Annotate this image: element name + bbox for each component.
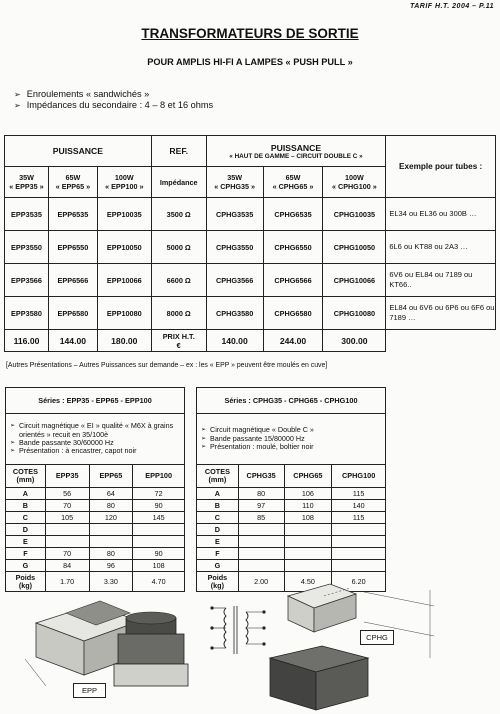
cotes-header bbox=[197, 465, 239, 488]
weight-value: 4.70 bbox=[133, 572, 185, 592]
dimension-value: 96 bbox=[89, 560, 133, 572]
ref-cell: CPHG3566 bbox=[206, 264, 263, 297]
dimension-value: 80 bbox=[89, 548, 133, 560]
dimension-value: 115 bbox=[332, 512, 386, 524]
puissance-header: PUISSANCE bbox=[5, 136, 152, 167]
cphg-label-box: CPHG bbox=[360, 630, 394, 645]
dimension-row bbox=[6, 500, 185, 512]
ref-cell: CPHG10050 bbox=[323, 231, 386, 264]
dimension-value bbox=[332, 548, 386, 560]
price-cell: 244.00 bbox=[263, 330, 323, 352]
dimension-label: G bbox=[197, 560, 239, 572]
col-header-watts: 65W bbox=[285, 173, 301, 182]
dimension-value bbox=[45, 524, 89, 536]
price-currency: € bbox=[176, 340, 181, 350]
dimension-label: C bbox=[6, 512, 46, 524]
col-header-watts: 35W bbox=[19, 173, 34, 182]
price-cell: 144.00 bbox=[48, 330, 97, 352]
epp65-col-header bbox=[48, 167, 97, 198]
dimension-value: 115 bbox=[332, 488, 386, 500]
spec-item: ➢ Présentation : moulé, boltier noir bbox=[201, 443, 381, 451]
dimension-value: 140 bbox=[332, 500, 386, 512]
weight-unit: (kg) bbox=[210, 580, 224, 590]
dimension-value: 80 bbox=[238, 488, 284, 500]
epp100-col-header bbox=[97, 167, 151, 198]
ref-cell: EPP3550 bbox=[5, 231, 49, 264]
table-row bbox=[5, 264, 496, 297]
page-subtitle: POUR AMPLIS HI-FI A LAMPES « PUSH PULL » bbox=[147, 57, 353, 67]
impedance-cell: 8000 Ω bbox=[151, 297, 206, 330]
spec-item: ➢ Circuit magnétique « EI » qualité « M6X à grains orientés » recuit en 35/100è bbox=[10, 422, 180, 439]
group-header-row bbox=[5, 136, 496, 167]
price-cell: 300.00 bbox=[323, 330, 386, 352]
ref-cell: CPHG6566 bbox=[263, 264, 323, 297]
dimension-label: D bbox=[197, 524, 239, 536]
dimension-label: A bbox=[197, 488, 239, 500]
weight-value: 1.70 bbox=[45, 572, 89, 592]
dimension-value: 80 bbox=[89, 500, 133, 512]
ref-cell: CPHG10080 bbox=[323, 297, 386, 330]
dimension-value: 90 bbox=[133, 548, 185, 560]
ref-cell: CPHG10035 bbox=[323, 198, 386, 231]
dimension-row bbox=[197, 524, 386, 536]
dimension-value: 70 bbox=[45, 500, 89, 512]
dimension-value bbox=[332, 536, 386, 548]
dimension-header-row bbox=[197, 465, 386, 488]
dimension-row bbox=[6, 524, 185, 536]
epp-label-box: EPP bbox=[73, 683, 106, 698]
puissance-hg-line1: PUISSANCE bbox=[270, 142, 322, 153]
weight-value: 4.50 bbox=[284, 572, 332, 592]
example-header: Exemple pour tubes : bbox=[386, 136, 496, 198]
ref-cell: CPHG6535 bbox=[263, 198, 323, 231]
dimension-value: 97 bbox=[238, 500, 284, 512]
epp-dimensions-table bbox=[5, 387, 185, 592]
dimension-value bbox=[284, 560, 332, 572]
dimension-label: C bbox=[197, 512, 239, 524]
table-row bbox=[5, 297, 496, 330]
weight-header bbox=[197, 572, 239, 592]
cotes-label: COTES bbox=[204, 467, 230, 476]
dimension-row bbox=[6, 548, 185, 560]
price-cell: 140.00 bbox=[206, 330, 263, 352]
ref-cell: CPHG10066 bbox=[323, 264, 386, 297]
dimension-value bbox=[332, 560, 386, 572]
col-header-model: « EPP100 » bbox=[105, 182, 144, 191]
dimension-row bbox=[197, 500, 386, 512]
cphg-dimensions-table bbox=[196, 387, 386, 592]
model-col-header: CPHG65 bbox=[284, 465, 332, 488]
dimension-row bbox=[197, 488, 386, 500]
puissance-hg-header bbox=[206, 136, 386, 167]
weight-label: Poids bbox=[207, 572, 228, 582]
weight-value: 2.00 bbox=[238, 572, 284, 592]
page-tarif-header: TARIF H.T. 2004 – P.11 bbox=[409, 3, 494, 10]
model-col-header: CPHG35 bbox=[238, 465, 284, 488]
dimension-value: 56 bbox=[45, 488, 89, 500]
model-col-header: CPHG100 bbox=[332, 465, 386, 488]
ref-header: REF. bbox=[151, 136, 206, 167]
dimension-label: A bbox=[6, 488, 46, 500]
impedance-cell: 6600 Ω bbox=[151, 264, 206, 297]
dimension-row bbox=[6, 488, 185, 500]
impedance-cell: 5000 Ω bbox=[151, 231, 206, 264]
dimension-value bbox=[238, 548, 284, 560]
feature-item: ➢ Enroulements « sandwichés » bbox=[14, 89, 213, 100]
cphg35-col-header bbox=[206, 167, 263, 198]
dimension-value: 70 bbox=[45, 548, 89, 560]
weight-value: 6.20 bbox=[332, 572, 386, 592]
dimension-value bbox=[238, 536, 284, 548]
ref-cell: EPP10066 bbox=[97, 264, 151, 297]
table-row bbox=[5, 231, 496, 264]
puissance-hg-line2: « HAUT DE GAMME – CIRCUIT DOUBLE C » bbox=[229, 152, 363, 160]
price-row bbox=[5, 330, 496, 352]
dimension-value: 106 bbox=[284, 488, 332, 500]
col-header-watts: 35W bbox=[227, 173, 242, 182]
dimension-value bbox=[89, 524, 133, 536]
dimension-value: 85 bbox=[238, 512, 284, 524]
dimension-label: F bbox=[6, 548, 46, 560]
reference-table bbox=[4, 135, 496, 352]
dimension-value bbox=[238, 560, 284, 572]
ref-cell: EPP3580 bbox=[5, 297, 49, 330]
dimension-value bbox=[284, 536, 332, 548]
col-header-model: « CPHG35 » bbox=[214, 182, 255, 191]
weight-label: Poids bbox=[15, 572, 36, 582]
col-header-watts: 100W bbox=[345, 173, 364, 182]
ref-cell: EPP6550 bbox=[48, 231, 97, 264]
page-title: TRANSFORMATEURS DE SORTIE bbox=[141, 26, 359, 41]
epp-series-description bbox=[6, 414, 185, 465]
ref-cell: EPP10035 bbox=[97, 198, 151, 231]
empty-cell bbox=[386, 330, 496, 352]
dimension-label: E bbox=[6, 536, 46, 548]
dimension-value bbox=[284, 548, 332, 560]
col-header-model: « CPHG100 » bbox=[332, 182, 377, 191]
ref-cell: CPHG3550 bbox=[206, 231, 263, 264]
dimension-label: D bbox=[6, 524, 46, 536]
dimension-value bbox=[284, 524, 332, 536]
dimension-value bbox=[133, 536, 185, 548]
dimension-row bbox=[197, 560, 386, 572]
col-header-watts: 65W bbox=[65, 173, 81, 182]
ref-cell: EPP6580 bbox=[48, 297, 97, 330]
dimension-value: 84 bbox=[45, 560, 89, 572]
dimension-value: 108 bbox=[133, 560, 185, 572]
dimension-row bbox=[6, 560, 185, 572]
dimension-header-row bbox=[6, 465, 185, 488]
model-col-header: EPP35 bbox=[45, 465, 89, 488]
dimension-value bbox=[238, 524, 284, 536]
dimension-label: E bbox=[197, 536, 239, 548]
dimension-value: 120 bbox=[89, 512, 133, 524]
dimension-value bbox=[45, 536, 89, 548]
impedance-col-header: Impédance bbox=[151, 167, 206, 198]
cphg-series-description bbox=[197, 414, 386, 465]
feature-item: ➢ Impédances du secondaire : 4 – 8 et 16 ohms bbox=[14, 100, 213, 111]
col-header-model: « CPHG65 » bbox=[272, 182, 314, 191]
availability-note: [Autres Présentations – Autres Puissances sur demande – ex : les « EPP » peuvent être moulés en cuve] bbox=[6, 362, 328, 369]
cotes-header bbox=[6, 465, 46, 488]
price-label-text: PRIX H.T. bbox=[162, 331, 195, 341]
col-header-watts: 100W bbox=[114, 173, 134, 182]
cphg-series-title: Séries : CPHG35 - CPHG65 - CPHG100 bbox=[197, 388, 386, 414]
dimension-value: 110 bbox=[284, 500, 332, 512]
dimension-value: 145 bbox=[133, 512, 185, 524]
spec-item: ➢ Présentation : à encastrer, capot noir bbox=[10, 447, 180, 455]
model-col-header: EPP100 bbox=[133, 465, 185, 488]
cotes-unit: (mm) bbox=[16, 475, 35, 484]
weight-value: 3.30 bbox=[89, 572, 133, 592]
col-header-model: « EPP35 » bbox=[9, 182, 44, 191]
dimension-row bbox=[197, 548, 386, 560]
model-col-header: EPP65 bbox=[89, 465, 133, 488]
example-cell: EL84 ou 6V6 ou 6P6 ou 6F6 ou 7189 … bbox=[386, 297, 496, 330]
ref-cell: EPP6535 bbox=[48, 198, 97, 231]
cotes-unit: (mm) bbox=[208, 475, 227, 484]
dimension-row bbox=[197, 512, 386, 524]
spec-item: ➢ Bande passante 15/80000 Hz bbox=[201, 435, 381, 443]
cphg65-col-header bbox=[263, 167, 323, 198]
dimension-row bbox=[6, 536, 185, 548]
dimension-value bbox=[89, 536, 133, 548]
dimension-value: 90 bbox=[133, 500, 185, 512]
example-cell: 6L6 ou KT88 ou 2A3 … bbox=[386, 231, 496, 264]
price-cell: 180.00 bbox=[97, 330, 151, 352]
example-cell: EL34 ou EL36 ou 300B … bbox=[386, 198, 496, 231]
ref-cell: CPHG3580 bbox=[206, 297, 263, 330]
dimension-row bbox=[6, 512, 185, 524]
cotes-label: COTES bbox=[12, 467, 38, 476]
dimension-label: B bbox=[197, 500, 239, 512]
epp35-col-header bbox=[5, 167, 49, 198]
cphg100-col-header bbox=[323, 167, 386, 198]
weight-unit: (kg) bbox=[18, 580, 32, 590]
dimension-value bbox=[133, 524, 185, 536]
ref-cell: CPHG3535 bbox=[206, 198, 263, 231]
dimension-label: F bbox=[197, 548, 239, 560]
ref-cell: CPHG6550 bbox=[263, 231, 323, 264]
ref-cell: EPP10080 bbox=[97, 297, 151, 330]
epp-transformer-photo bbox=[112, 604, 192, 692]
dimension-value: 72 bbox=[133, 488, 185, 500]
dimension-row bbox=[197, 536, 386, 548]
impedance-cell: 3500 Ω bbox=[151, 198, 206, 231]
dimension-label: G bbox=[6, 560, 46, 572]
ref-cell: EPP3535 bbox=[5, 198, 49, 231]
price-label bbox=[151, 330, 206, 352]
cphg-transformer-drawing bbox=[280, 578, 360, 638]
dimension-value: 105 bbox=[45, 512, 89, 524]
col-header-model: « EPP65 » bbox=[55, 182, 91, 191]
price-cell: 116.00 bbox=[5, 330, 49, 352]
table-row bbox=[5, 198, 496, 231]
ref-cell: EPP3566 bbox=[5, 264, 49, 297]
epp-series-title: Séries : EPP35 - EPP65 - EPP100 bbox=[6, 388, 185, 414]
dimension-value: 64 bbox=[89, 488, 133, 500]
feature-list bbox=[14, 89, 213, 111]
ref-cell: CPHG6580 bbox=[263, 297, 323, 330]
ref-cell: EPP6566 bbox=[48, 264, 97, 297]
example-cell: 6V6 ou EL84 ou 7189 ou KT66.. bbox=[386, 264, 496, 297]
dimension-value bbox=[332, 524, 386, 536]
spec-item: ➢ Bande passante 30/60000 Hz bbox=[10, 439, 180, 447]
dimension-label: B bbox=[6, 500, 46, 512]
cphg-mounting-drawing bbox=[360, 584, 440, 664]
ref-cell: EPP10050 bbox=[97, 231, 151, 264]
spec-item: ➢ Circuit magnétique « Double C » bbox=[201, 426, 381, 434]
dimension-value: 108 bbox=[284, 512, 332, 524]
